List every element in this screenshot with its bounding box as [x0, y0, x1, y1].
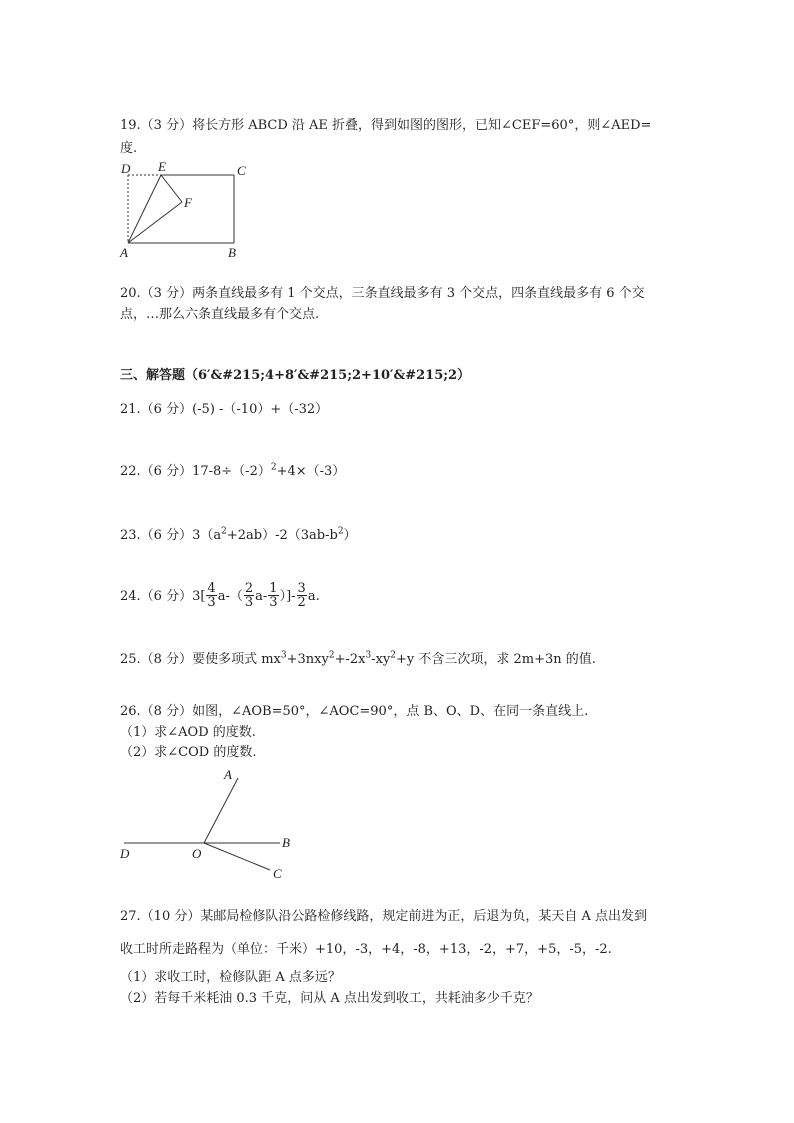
q24-f2-denominator: 3	[244, 595, 254, 610]
q25-exp4: 2	[390, 650, 396, 661]
label-B: B	[228, 245, 236, 260]
q20-line2: 点，…那么六条直线最多有个交点.	[120, 307, 320, 322]
ray-OA	[204, 778, 238, 843]
q27-sub1: （1）求收工时，检修队距 A 点多远？	[120, 970, 341, 985]
q23-part1: 23.（6 分）3（a	[120, 528, 222, 543]
q27-line1: 27.（10 分）某邮局检修队沿公路检修线路，规定前进为正，后退为负，某天自 A 点出发到	[120, 909, 648, 924]
q22-part2: +4×（-3）	[276, 464, 346, 479]
q25-part4: -xy	[371, 652, 391, 667]
q23-part2: +2ab）-2（3ab-b	[226, 528, 338, 543]
q24-fraction-3	[268, 582, 278, 609]
segment-EF	[161, 175, 182, 202]
q24-part2: a-（	[217, 589, 243, 604]
section-heading: 三、解答题（6′&#215;4+8′&#215;2+10′&#215;2）	[120, 368, 471, 383]
label-B: B	[282, 835, 290, 850]
q24-f1-denominator: 3	[207, 595, 216, 610]
q25-exp1: 3	[280, 650, 287, 661]
q19-line2: 度.	[120, 141, 138, 156]
q26-sub2: （2）求∠COD 的度数.	[120, 745, 257, 760]
q25-part1: 25.（8 分）要使多项式 mx	[120, 652, 281, 667]
q22-exponent: 2	[270, 462, 277, 473]
q25-exp2: 2	[328, 650, 335, 661]
q24-part5: a.	[307, 589, 320, 604]
angle-figure	[114, 764, 304, 886]
label-F: F	[184, 195, 192, 210]
q24-fraction-1	[206, 582, 216, 609]
label-A: A	[224, 767, 232, 782]
q24-f1-numerator: 4	[207, 581, 216, 596]
q21-text: 21.（6 分）(-5) -（-10）+（-32）	[120, 402, 329, 417]
q25-part3: +-2x	[334, 652, 366, 667]
q23-part3: ）	[343, 528, 357, 543]
q24-f3-numerator: 1	[269, 581, 278, 596]
label-C: C	[273, 866, 282, 881]
segment-AF	[128, 202, 182, 243]
q27-line2: 收工时所走路程为（单位：千米）+10，-3，+4，-8，+13，-2，+7，+5，-5，-2.	[120, 942, 612, 957]
q23-text	[120, 528, 357, 544]
rectangle-fold-figure	[114, 158, 254, 264]
q23-exp1: 2	[221, 526, 227, 537]
q24-f4-numerator: 3	[297, 581, 306, 596]
label-D: D	[121, 161, 131, 176]
q25-part2: +3nxy	[286, 652, 329, 667]
q25-text	[120, 652, 596, 668]
q20-line1: 20.（3 分）两条直线最多有 1 个交点，三条直线最多有 3 个交点，四条直线最多有 6 个交	[120, 286, 645, 301]
q24-part4: ）]-	[279, 589, 296, 604]
q24-f3-denominator: 3	[269, 595, 278, 610]
q22-part1: 22.（6 分）17-8÷（-2）	[120, 464, 271, 479]
q23-exp2: 2	[337, 526, 344, 537]
q25-part5: +y 不含三次项，求 2m+3n 的值.	[396, 652, 596, 667]
label-D: D	[120, 846, 130, 861]
q27-sub2: （2）若每千米耗油 0.3 千克，问从 A 点出发到收工，共耗油多少千克？	[120, 991, 539, 1006]
q24-fraction-2	[244, 582, 254, 609]
label-O: O	[192, 846, 202, 861]
q26-line1: 26.（8 分）如图，∠AOB=50°，∠AOC=90°，点 B、O、D、在同一条直线上.	[120, 704, 589, 719]
q26-sub1: （1）求∠AOD 的度数.	[120, 725, 256, 740]
ray-OC	[204, 843, 270, 870]
q24-fraction-4	[297, 582, 307, 609]
q25-exp3: 3	[365, 650, 372, 661]
q19-line1: 19.（3 分）将长方形 ABCD 沿 AE 折叠，得到如图的图形，已知∠CEF=60°，则∠AED=	[120, 118, 652, 133]
label-A: A	[120, 245, 128, 260]
label-C: C	[237, 163, 246, 178]
q24-part1: 24.（6 分）3[	[120, 589, 206, 604]
q22-text	[120, 464, 345, 480]
q24-f4-denominator: 2	[297, 595, 306, 610]
label-E: E	[158, 159, 166, 174]
q24-f2-numerator: 2	[244, 581, 254, 596]
q24-part3: a-	[255, 589, 268, 604]
segment-AE	[128, 175, 161, 243]
q24-text	[120, 582, 320, 612]
